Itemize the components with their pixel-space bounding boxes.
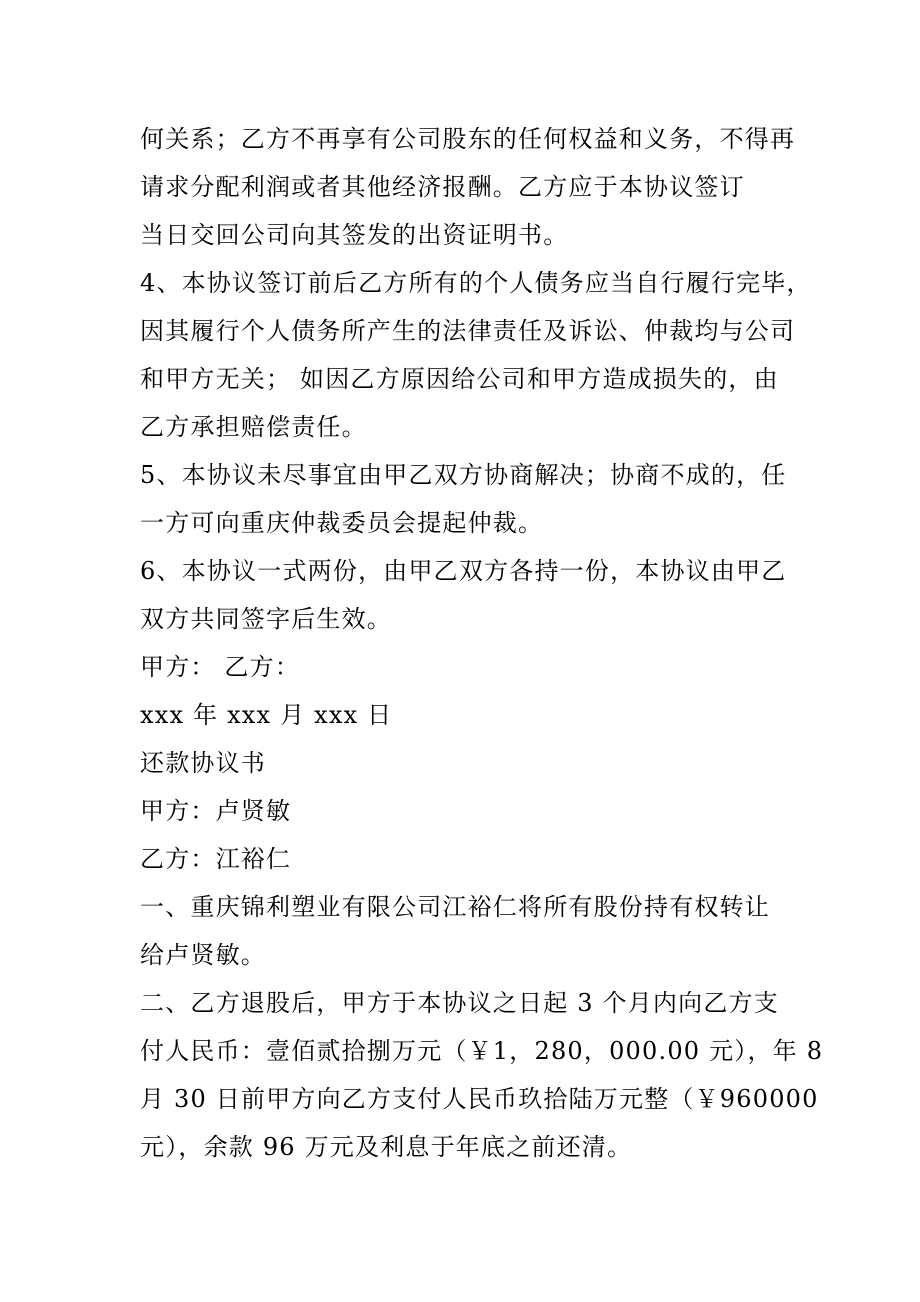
party-a-line: 甲方：卢贤敏 xyxy=(140,797,292,825)
text-line: 二、乙方退股后，甲方于本协议之日起 3 个月内向乙方支 xyxy=(140,989,779,1017)
text-line: 双方共同签字后生效。 xyxy=(140,605,392,633)
text-line: 给卢贤敏。 xyxy=(140,941,266,969)
text-line: 元），余款 96 万元及利息于年底之前还清。 xyxy=(140,1133,633,1161)
party-b-line: 乙方：江裕仁 xyxy=(140,845,292,873)
text-line: 和甲方无关； 如因乙方原因给公司和甲方造成损失的，由 xyxy=(140,365,779,393)
text-line: 何关系；乙方不再享有公司股东的任何权益和义务，不得再 xyxy=(140,125,796,153)
text-line: 月 30 日前甲方向乙方支付人民币玖拾陆万元整（￥960000 xyxy=(140,1085,819,1113)
date-line: xxx 年 xxx 月 xxx 日 xyxy=(140,701,393,729)
text-line: 乙方承担赔偿责任。 xyxy=(140,413,367,441)
text-line: 4、本协议签订前后乙方所有的个人债务应当自行履行完毕， xyxy=(140,269,812,297)
text-line: 一方可向重庆仲裁委员会提起仲裁。 xyxy=(140,509,544,537)
signature-line: 甲方： 乙方： xyxy=(140,653,301,681)
section-title: 还款协议书 xyxy=(140,749,266,777)
text-line: 当日交回公司向其签发的出资证明书。 xyxy=(140,221,569,249)
text-line: 一、重庆锦利塑业有限公司江裕仁将所有股份持有权转让 xyxy=(140,893,770,921)
text-line: 付人民币：壹佰贰拾捌万元（￥1，280，000.00 元），年 8 xyxy=(140,1037,824,1065)
text-line: 6、本协议一式两份，由甲乙双方各持一份，本协议由甲乙 xyxy=(140,557,787,585)
text-line: 因其履行个人债务所产生的法律责任及诉讼、仲裁均与公司 xyxy=(140,317,796,345)
text-line: 5、本协议未尽事宜由甲乙双方协商解决；协商不成的，任 xyxy=(140,461,787,489)
text-line: 请求分配利润或者其他经济报酬。乙方应于本协议签订 xyxy=(140,173,745,201)
